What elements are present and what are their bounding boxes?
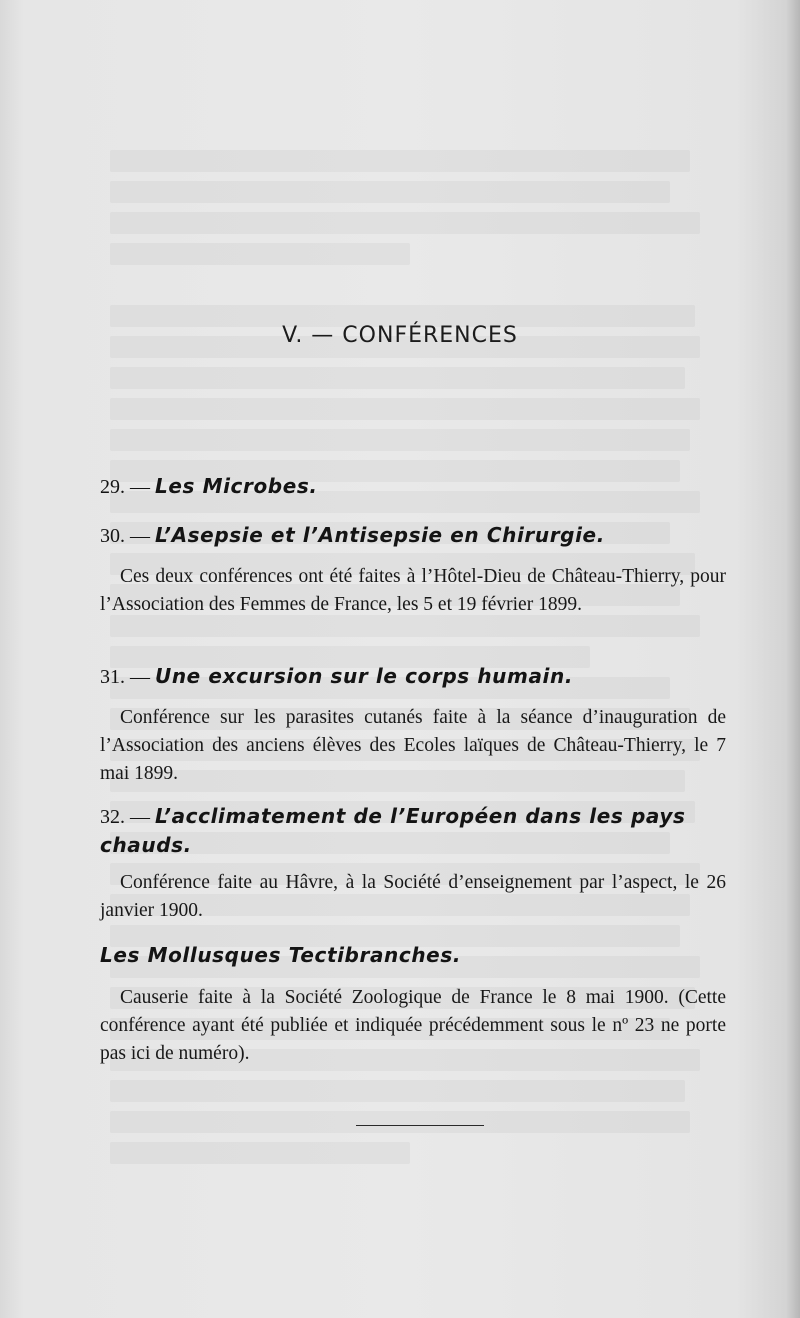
entry-title: Une excursion sur le corps humain.	[155, 664, 574, 688]
page-edge-shadow	[786, 0, 800, 1318]
entry-title: L’Asepsie et l’Antisepsie en Chirurgie.	[155, 523, 605, 547]
entry-heading-31	[100, 662, 730, 691]
entry-title: Les Mollusques Tectibranches.	[100, 943, 462, 967]
entry-description-32: Conférence faite au Hâvre, à la Société d’enseignement par l’aspect, le 26 janvier 1900.	[100, 872, 726, 921]
entry-heading-unnumbered	[100, 941, 730, 970]
entry-title: Les Microbes.	[155, 474, 318, 498]
closing-rule	[356, 1125, 484, 1126]
section-title: V. — CONFÉRENCES	[282, 323, 518, 348]
entry-description-unnumbered: Causerie faite à la Société Zoologique de France le 8 mai 1900. (Cette conférence ayant été publiée et indiquée précédemment sous le nº 23 ne porte pas ici de numéro).	[100, 987, 726, 1064]
entry-number: 29. —	[100, 476, 150, 498]
entry-number: 30. —	[100, 525, 150, 547]
entry-number: 32. —	[100, 806, 150, 828]
entry-description-31: Conférence sur les parasites cutanés faite à la séance d’inauguration de l’Association des anciens élèves des Ecoles laïques de Château-Thierry, le 7 mai 1899.	[100, 707, 726, 784]
entry-description-30: Ces deux conférences ont été faites à l’Hôtel-Dieu de Château-Thierry, pour l’Association des Femmes de France, les 5 et 19 février 1899.	[100, 566, 726, 615]
entry-heading-29	[100, 472, 730, 501]
entry-title: L’acclimatement de l’Européen dans les pays chauds.	[100, 804, 686, 857]
entry-heading-32	[100, 802, 730, 860]
entry-number: 31. —	[100, 666, 150, 688]
entry-heading-30	[100, 521, 730, 550]
